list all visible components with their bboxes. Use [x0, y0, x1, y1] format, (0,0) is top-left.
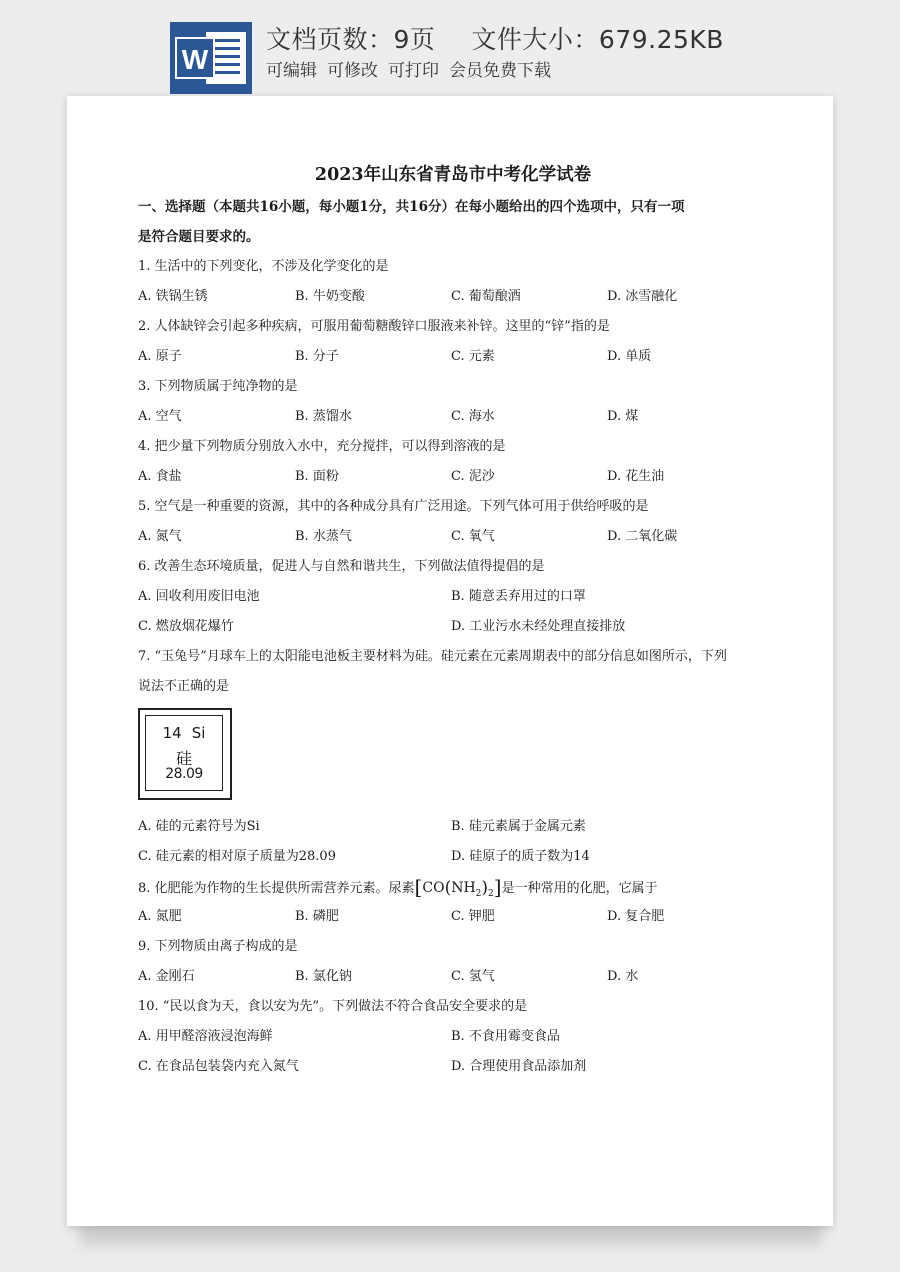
figure-area	[138, 702, 768, 812]
option-d: D. 工业污水未经处理直接排放	[451, 619, 626, 634]
option-c: C. 在食品包装袋内充入氮气	[138, 1059, 299, 1074]
question-options	[138, 342, 768, 372]
option-b: B. 蒸馏水	[295, 409, 352, 424]
download-banner	[0, 0, 900, 96]
question-stem: 3. 下列物质属于纯净物的是	[138, 379, 298, 394]
option-a: A. 铁锅生锈	[138, 289, 208, 304]
question-stem: 6. 改善生态环境质量，促进人与自然和谐共生，下列做法值得提倡的是	[138, 559, 545, 574]
option-c: C. 氧气	[451, 529, 495, 544]
option-b: B. 随意丢弃用过的口罩	[451, 589, 586, 604]
question-options	[138, 902, 768, 932]
question-stem: 4. 把少量下列物质分别放入水中，充分搅拌，可以得到溶液的是	[138, 439, 506, 454]
option-b: B. 氯化钠	[295, 969, 352, 984]
option-b: B. 牛奶变酸	[295, 289, 365, 304]
element-name: 硅	[175, 749, 192, 768]
file-size-label: 文件大小：679.25KB	[471, 25, 724, 54]
feature-printable: 可打印	[388, 61, 439, 81]
option-d: D. 单质	[607, 349, 652, 364]
question-options	[138, 462, 768, 492]
question-options	[138, 282, 768, 312]
option-a: A. 空气	[138, 409, 182, 424]
option-d: D. 复合肥	[607, 909, 665, 924]
atomic-number: 14	[162, 724, 182, 742]
option-a: A. 用甲醛溶液浸泡海鲜	[138, 1029, 273, 1044]
option-a: A. 硅的元素符号为Si	[138, 819, 260, 834]
option-c: C. 硅元素的相对原子质量为28.09	[138, 849, 336, 864]
feature-modifiable: 可修改	[327, 61, 378, 81]
option-b: B. 硅元素属于金属元素	[451, 819, 586, 834]
feature-editable: 可编辑	[266, 61, 317, 81]
option-d: D. 水	[607, 969, 639, 984]
option-d: D. 花生油	[607, 469, 665, 484]
question-options	[138, 962, 768, 992]
option-d: D. 二氧化碳	[607, 529, 678, 544]
section-heading: 一、选择题（本题共16小题，每小题1分，共16分）在每小题给出的四个选项中，只有一项 是符合题目要求的。	[138, 199, 685, 245]
question-options	[138, 1022, 768, 1052]
option-b: B. 面粉	[295, 469, 339, 484]
option-d: D. 合理使用食品添加剂	[451, 1059, 587, 1074]
atomic-mass: 28.09	[165, 766, 203, 782]
question-stem: 5. 空气是一种重要的资源，其中的各种成分具有广泛用途。下列气体可用于供给呼吸的是	[138, 499, 649, 514]
question-stem: 7. “玉兔号”月球车上的太阳能电池板主要材料为硅。硅元素在元素周期表中的部分信息如图所示，下列	[138, 649, 727, 664]
question-stem: 8. 化肥能为作物的生长提供所需营养元素。尿素$[CO(NH_2)_2]$是一种常用的化肥，它属于	[138, 875, 658, 899]
svg-text:W: W	[181, 44, 209, 75]
option-b: B. 磷肥	[295, 909, 339, 924]
option-c: C. 钾肥	[451, 909, 495, 924]
question-options	[138, 812, 768, 842]
option-a: A. 氮气	[138, 529, 182, 544]
exam-content	[138, 158, 768, 1082]
option-c: C. 泥沙	[451, 469, 495, 484]
page-count-label: 文档页数：9页	[266, 25, 436, 54]
element-symbol: Si	[191, 724, 206, 742]
feature-free-download: 会员免费下载	[449, 61, 551, 81]
option-d: D. 冰雪融化	[607, 289, 678, 304]
question-options	[138, 582, 768, 612]
feature-list	[266, 56, 561, 81]
option-c: C. 氢气	[451, 969, 495, 984]
option-c: C. 葡萄酿酒	[451, 289, 521, 304]
urea-formula: $[CO(NH_2)_2]$	[414, 875, 502, 899]
periodic-table-tile	[138, 708, 232, 800]
question-stem: 1. 生活中的下列变化，不涉及化学变化的是	[138, 259, 389, 274]
file-meta-line	[266, 20, 724, 56]
document-page	[67, 96, 833, 1226]
question-options	[138, 402, 768, 432]
option-a: A. 回收利用废旧电池	[138, 589, 260, 604]
option-b: B. 不食用霉变食品	[451, 1029, 560, 1044]
question-stem-cont: 说法不正确的是	[138, 679, 230, 694]
option-a: A. 原子	[138, 349, 182, 364]
question-options	[138, 612, 768, 642]
option-c: C. 海水	[451, 409, 495, 424]
option-b: B. 分子	[295, 349, 339, 364]
option-a: A. 氮肥	[138, 909, 182, 924]
question-stem: 10. “民以食为天，食以安为先”。下列做法不符合食品安全要求的是	[138, 999, 528, 1014]
option-d: D. 硅原子的质子数为14	[451, 849, 590, 864]
question-options	[138, 522, 768, 552]
option-a: A. 食盐	[138, 469, 182, 484]
option-c: C. 元素	[451, 349, 495, 364]
option-c: C. 燃放烟花爆竹	[138, 619, 234, 634]
option-d: D. 煤	[607, 409, 639, 424]
question-options	[138, 1052, 768, 1082]
option-b: B. 水蒸气	[295, 529, 352, 544]
word-document-icon	[170, 22, 252, 94]
question-options	[138, 842, 768, 872]
question-stem: 2. 人体缺锌会引起多种疾病，可服用葡萄糖酸锌口服液来补锌。这里的“锌”指的是	[138, 319, 610, 334]
question-stem: 9. 下列物质由离子构成的是	[138, 939, 298, 954]
option-a: A. 金刚石	[138, 969, 195, 984]
exam-title: 2023年山东省青岛市中考化学试卷	[314, 165, 592, 185]
